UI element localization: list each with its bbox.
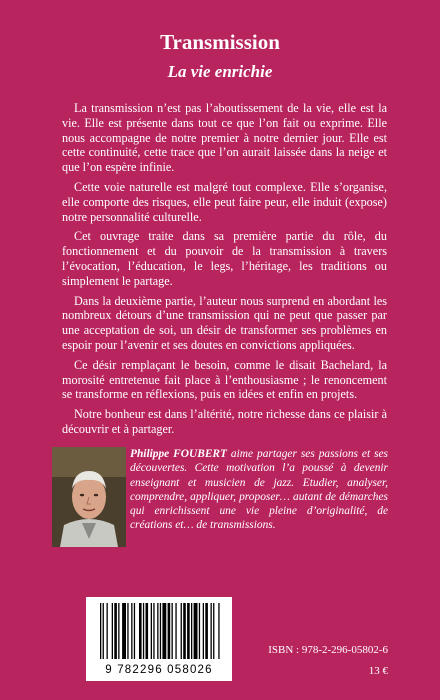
author-name: Philippe FOUBERT bbox=[130, 448, 227, 460]
isbn: ISBN : 978-2-296-05802-6 bbox=[268, 644, 388, 656]
barcode bbox=[86, 597, 232, 681]
barcode-bar bbox=[199, 603, 200, 659]
paragraph: Dans la deuxième partie, l’auteur nous surprend en abordant les nombreux détours d’une transmission qui ne peut que passer par une acceptation de soi, un désir de transformer ses problèmes en espoir pour l’avenir et ses doutes en convictions appliquées. bbox=[62, 293, 387, 352]
barcode-bar bbox=[146, 603, 149, 659]
barcode-bar bbox=[127, 603, 128, 659]
author-photo bbox=[52, 447, 126, 547]
barcode-bar bbox=[139, 603, 142, 659]
barcode-bar bbox=[205, 603, 208, 659]
barcode-bar bbox=[112, 603, 113, 659]
barcode-bar bbox=[160, 603, 161, 659]
barcode-bars bbox=[86, 597, 232, 661]
barcode-bar bbox=[114, 603, 117, 659]
barcode-bar bbox=[218, 603, 219, 659]
author-bio-text: aime partager ses passions et ses découvertes. Cette motivation l’a poussé à devenir enseignant et musicien de jazz. Etudier, analyser, comprendre, appliquer, proposer… autant de démarches qui enrichissent une vie pleine d’originalité, de créations et… de transmissions. bbox=[130, 448, 388, 532]
barcode-bar bbox=[168, 603, 171, 659]
paragraph: Cet ouvrage traite dans sa première partie du rôle, du fonctionnement et du pouvoir de la transmission à travers l’évocation, l’éducation, le legs, l’héritage, les traditions ou simplement le partage. bbox=[62, 229, 387, 288]
barcode-bar bbox=[213, 603, 214, 659]
barcode-bar bbox=[191, 603, 192, 659]
barcode-bar bbox=[194, 603, 198, 659]
barcode-bar bbox=[175, 603, 176, 659]
paragraph: La transmission n’est pas l’aboutissement de la vie, elle est la vie. Elle est présente dans tout ce que l’on fait ou exprime. Elle nous accompagne de notre premier à notre dernier jour. Elle est cette continuité, cette trace que l’on aurait laissée dans la neige et que l’on espère infinie. bbox=[62, 101, 387, 175]
barcode-bar bbox=[183, 603, 186, 659]
page-subtitle: La vie enrichie bbox=[167, 62, 273, 81]
barcode-bar bbox=[134, 603, 135, 659]
barcode-bar bbox=[181, 603, 182, 659]
barcode-bar bbox=[131, 603, 132, 659]
barcode-bar bbox=[211, 603, 212, 659]
barcode-digits: 9 782296 058026 bbox=[105, 664, 213, 676]
page-title: Transmission bbox=[160, 30, 280, 54]
barcode-bar bbox=[151, 603, 152, 659]
back-cover-text bbox=[62, 101, 387, 442]
barcode-bar bbox=[100, 603, 101, 659]
barcode-bar bbox=[187, 603, 190, 659]
paragraph: Cette voie naturelle est malgré tout complexe. Elle s’organise, elle comporte des risques, elle peut faire peur, elle induit (expose) notre personnalité culturelle. bbox=[62, 179, 387, 224]
barcode-bar bbox=[143, 603, 144, 659]
barcode-bar bbox=[103, 603, 104, 659]
author-bio bbox=[130, 447, 388, 533]
barcode-bar bbox=[157, 603, 158, 659]
barcode-bar bbox=[107, 603, 108, 659]
barcode-bar bbox=[203, 603, 204, 659]
barcode-bar bbox=[172, 603, 173, 659]
barcode-bar bbox=[153, 603, 154, 659]
barcode-bar bbox=[122, 603, 126, 659]
paragraph: Ce désir remplaçant le besoin, comme le disait Bachelard, la morosité entretenue fait place à l’enthousiasme ; le renoncement se transforme en réflexions, puis en idées et enfin en projets. bbox=[62, 357, 387, 402]
price: 13 € bbox=[368, 665, 388, 677]
barcode-bar bbox=[118, 603, 119, 659]
barcode-bar bbox=[162, 603, 166, 659]
paragraph: Notre bonheur est dans l’altérité, notre richesse dans ce plaisir à découvrir et à partager. bbox=[62, 407, 387, 436]
